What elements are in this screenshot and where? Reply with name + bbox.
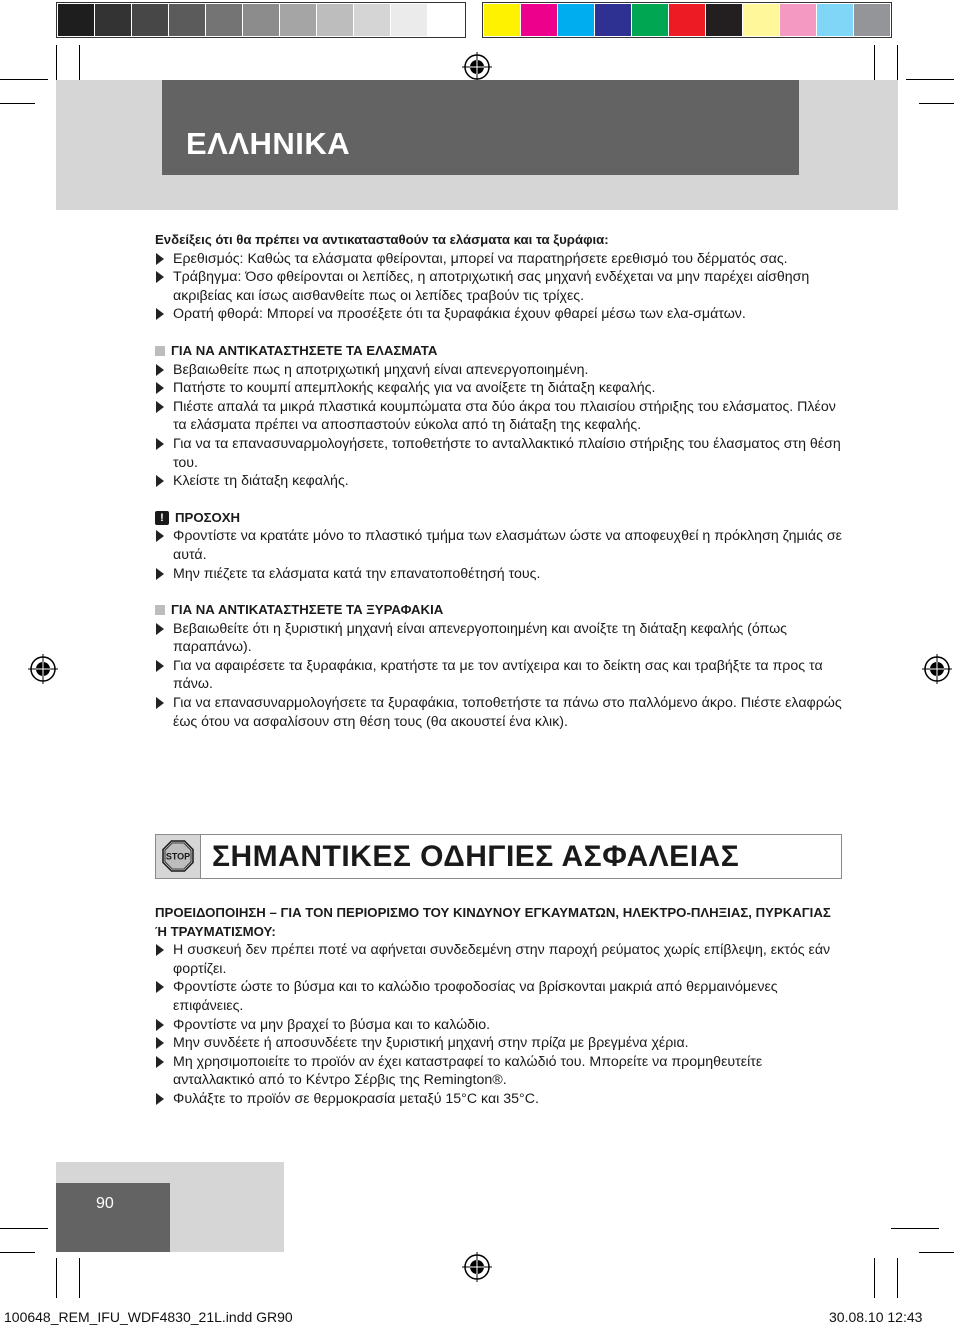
list-item — [155, 250, 845, 269]
replace-foils-heading — [155, 342, 845, 361]
list-item — [155, 435, 845, 472]
triangle-bullet-icon — [156, 568, 164, 580]
crop-mark — [0, 1252, 35, 1253]
color-swatch — [484, 4, 520, 36]
list-item — [155, 657, 845, 694]
list-item-text: Μη χρησιμοποιείτε το προϊόν αν έχει καταστραφεί το καλώδιό του. Μπορείτε να προμηθευτείτε ανταλλακτικό από το Κέντρο Σέρβις της Remington®. — [173, 1053, 763, 1089]
color-swatch — [391, 4, 427, 36]
registration-mark-icon — [28, 654, 58, 684]
indications-list — [155, 250, 845, 324]
color-swatch — [743, 4, 779, 36]
color-swatch — [669, 4, 705, 36]
list-item — [155, 527, 845, 564]
triangle-bullet-icon — [156, 308, 164, 320]
stop-sign-label: STOP — [165, 851, 191, 862]
triangle-bullet-icon — [156, 981, 164, 993]
color-swatch — [132, 4, 168, 36]
triangle-bullet-icon — [156, 623, 164, 635]
registration-mark-icon — [462, 52, 492, 82]
color-swatch — [169, 4, 205, 36]
list-item — [155, 1053, 845, 1090]
list-item-text: Φροντίστε να μην βραχεί το βύσμα και το καλώδιο. — [173, 1016, 491, 1033]
color-swatch — [280, 4, 316, 36]
square-bullet-icon — [155, 346, 165, 356]
page-title: ΕΛΛΗΝΙΚΑ — [186, 126, 351, 161]
color-swatch — [521, 4, 557, 36]
crop-mark — [874, 45, 875, 85]
list-item-text: Πατήστε το κουμπί απεμπλοκής κεφαλής για να ανοίξετε τη διάταξη κεφαλής. — [173, 380, 656, 397]
safety-title: ΣΗΜΑΝΤΙΚΕΣ ΟΔΗΓΙΕΣ ΑΣΦΑΛΕΙΑΣ — [212, 840, 740, 873]
crop-mark — [897, 1258, 898, 1298]
list-item — [155, 472, 845, 491]
color-swatch — [780, 4, 816, 36]
crop-mark — [0, 103, 35, 104]
color-swatch — [58, 4, 94, 36]
caution-list — [155, 527, 845, 583]
list-item-text: Για να επανασυναρμολογήσετε τα ξυραφάκια, τοποθετήστε τα πάνω στο παλλόμενο άκρο. Πιέστε ελαφρώς έως ότου να ασφαλίσουν στη θέση τους (θα ακουστεί ένα κλικ). — [173, 695, 842, 730]
triangle-bullet-icon — [156, 253, 164, 265]
indications-heading: Ενδείξεις ότι θα πρέπει να αντικατασταθούν τα ελάσματα και τα ξυράφια: — [155, 232, 609, 247]
list-item-text: Βεβαιωθείτε ότι η ξυριστική μηχανή είναι απενεργοποιημένη και ανοίξτε τη διάταξη κεφαλής (όπως παραπάνω). — [173, 620, 788, 656]
safety-warning-heading: ΠΡΟΕΙΔΟΠΟΙΗΣΗ – ΓΙΑ ΤΟΝ ΠΕΡΙΟΡΙΣΜΟ ΤΟΥ ΚΙΝΔΥΝΟΥ ΕΓΚΑΥΜΑΤΩΝ, ΗΛΕΚΤΡΟ-ΠΛΗΞΙΑΣ, ΠΥΡΚΑΓΙΑΣ Ή ΤΡΑΥΜΑΤΙΣΜΟΥ: — [155, 905, 831, 939]
list-item-text: Η συσκευή δεν πρέπει ποτέ να αφήνεται συνδεδεμένη στην παροχή ρεύματος χωρίς επίβλεψη, εκτός εάν φορτίζει. — [173, 942, 831, 977]
triangle-bullet-icon — [156, 438, 164, 450]
list-item — [155, 1016, 845, 1035]
replace-foils-list — [155, 361, 845, 491]
list-item — [155, 978, 845, 1015]
color-swatch — [632, 4, 668, 36]
color-swatch — [854, 4, 890, 36]
color-swatch — [706, 4, 742, 36]
triangle-bullet-icon — [156, 1037, 164, 1049]
color-swatch — [317, 4, 353, 36]
list-item-text: Τράβηγμα: Όσο φθείρονται οι λεπίδες, η αποτριχωτική σας μηχανή ενδέχεται να μην παρέχει αίσθηση ακριβείας και ίσως αισθανθείτε πως οι λεπίδες τραβούν τις τρίχες. — [173, 269, 810, 304]
crop-mark — [0, 79, 48, 80]
triangle-bullet-icon — [156, 660, 164, 672]
triangle-bullet-icon — [156, 271, 164, 283]
color-swatch — [817, 4, 853, 36]
triangle-bullet-icon — [156, 944, 164, 956]
safety-list — [155, 941, 845, 1108]
triangle-bullet-icon — [156, 1056, 164, 1068]
crop-mark — [56, 1258, 57, 1298]
list-item — [155, 1034, 845, 1053]
safety-content — [155, 904, 845, 1109]
triangle-bullet-icon — [156, 401, 164, 413]
list-item — [155, 379, 845, 398]
replace-blades-heading — [155, 601, 845, 620]
registration-mark-icon — [922, 654, 952, 684]
replace-blades-heading-text: ΓΙΑ ΝΑ ΑΝΤΙΚΑΤΑΣΤΗΣΕΤΕ ΤΑ ΞΥΡΑΦΑΚΙΑ — [171, 602, 444, 618]
crop-mark — [919, 103, 954, 104]
crop-mark — [0, 1228, 48, 1229]
list-item-text: Κλείστε τη διάταξη κεφαλής. — [173, 473, 349, 490]
list-item — [155, 305, 845, 324]
crop-mark — [919, 1252, 954, 1253]
color-swatch — [95, 4, 131, 36]
triangle-bullet-icon — [156, 697, 164, 709]
color-swatch — [243, 4, 279, 36]
caution-heading — [155, 509, 845, 528]
list-item-text: Βεβαιωθείτε πως η αποτριχωτική μηχανή είναι απενεργοποιημένη. — [173, 361, 589, 378]
triangle-bullet-icon — [156, 475, 164, 487]
crop-mark — [906, 79, 954, 80]
list-item-text: Φροντίστε να κρατάτε μόνο το πλαστικό τμήμα των ελασμάτων ώστε να αποφευχθεί η πρόκληση ζημιάς σε αυτά. — [173, 528, 842, 563]
main-content — [155, 231, 845, 731]
footer-file-name: 100648_REM_IFU_WDF4830_21L.indd GR90 — [4, 1309, 293, 1325]
list-item-text: Μην πιέζετε τα ελάσματα κατά την επανατοποθέτησή τους. — [173, 565, 541, 582]
crop-mark — [56, 45, 57, 85]
crop-mark — [891, 1228, 939, 1229]
page-number: 90 — [96, 1195, 114, 1212]
list-item — [155, 268, 845, 305]
crop-mark — [897, 45, 898, 85]
triangle-bullet-icon — [156, 1093, 164, 1105]
stop-sign-icon — [162, 840, 194, 872]
caution-heading-text: ΠΡΟΣΟΧΗ — [175, 509, 241, 525]
color-swatch — [558, 4, 594, 36]
list-item — [155, 1090, 845, 1109]
stop-icon-cell — [156, 835, 201, 878]
page-number-box — [56, 1183, 170, 1252]
crop-mark — [79, 45, 80, 85]
color-swatch — [428, 4, 464, 36]
color-swatch — [595, 4, 631, 36]
color-calibration-bar — [482, 2, 892, 38]
footer-datetime: 30.08.10 12:43 — [829, 1309, 923, 1325]
color-swatch — [206, 4, 242, 36]
safety-title-box — [155, 834, 842, 879]
triangle-bullet-icon — [156, 364, 164, 376]
replace-foils-heading-text: ΓΙΑ ΝΑ ΑΝΤΙΚΑΤΑΣΤΗΣΕΤΕ ΤΑ ΕΛΑΣΜΑΤΑ — [171, 342, 438, 358]
list-item — [155, 620, 845, 657]
list-item-text: Μην συνδέετε ή αποσυνδέετε την ξυριστική μηχανή στην πρίζα με βρεγμένα χέρια. — [173, 1035, 689, 1052]
caution-icon: ! — [155, 511, 169, 525]
color-swatch — [354, 4, 390, 36]
replace-blades-list — [155, 620, 845, 732]
list-item — [155, 361, 845, 380]
list-item — [155, 941, 845, 978]
triangle-bullet-icon — [156, 1019, 164, 1031]
list-item — [155, 565, 845, 584]
list-item — [155, 398, 845, 435]
list-item — [155, 694, 845, 731]
list-item-text: Φυλάξτε το προϊόν σε θερμοκρασία μεταξύ 15°C και 35°C. — [173, 1090, 539, 1107]
list-item-text: Φροντίστε ώστε το βύσμα και το καλώδιο τροφοδοσίας να βρίσκονται μακριά από θερμαινόμενες επιφάνειες. — [173, 979, 778, 1014]
gray-calibration-bar — [56, 2, 466, 38]
crop-mark — [874, 1258, 875, 1298]
square-bullet-icon — [155, 605, 165, 615]
list-item-text: Για να αφαιρέσετε τα ξυραφάκια, κρατήστε τα με τον αντίχειρα και το δείκτη σας και τραβήξτε τα προς τα πάνω. — [173, 657, 823, 693]
crop-mark — [79, 1258, 80, 1298]
list-item-text: Για να τα επανασυναρμολογήσετε, τοποθετήστε το ανταλλακτικό πλαίσιο στήριξης του έλασματος στη θέση του. — [173, 435, 841, 471]
triangle-bullet-icon — [156, 382, 164, 394]
list-item-text: Πιέστε απαλά τα μικρά πλαστικά κουμπώματα στα δύο άκρα του πλαισίου στήριξης του ελάσματος. Πλέον τα ελάσματα πρέπει να αποσπαστούν εύκολα από τη διάταξη της κεφαλής. — [173, 398, 836, 434]
list-item-text: Ερεθισμός: Καθώς τα ελάσματα φθείρονται, μπορεί να παρατηρήσετε ερεθισμό του δέρματός σας. — [173, 250, 788, 267]
registration-mark-icon — [462, 1252, 492, 1282]
triangle-bullet-icon — [156, 530, 164, 542]
list-item-text: Ορατή φθορά: Μπορεί να προσέξετε ότι τα ξυραφάκια έχουν φθαρεί μέσω των ελα-σμάτων. — [173, 306, 746, 323]
